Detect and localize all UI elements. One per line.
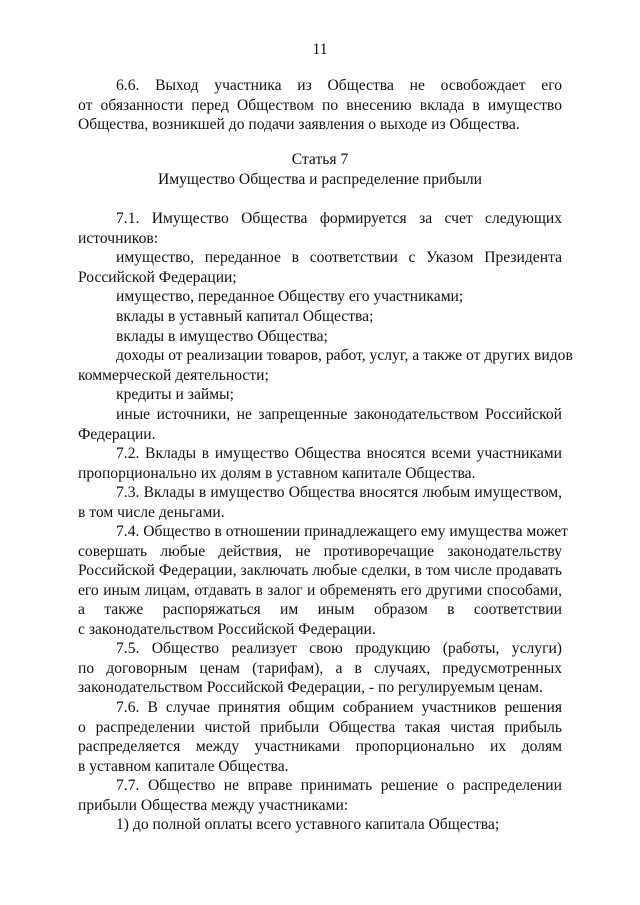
text-line: о распределении чистой прибыли Общества такая чистая прибыль bbox=[78, 718, 562, 736]
text-line: его иным лицам, отдавать в залог и обременять его другими способами, bbox=[78, 581, 562, 599]
text-line: источников: bbox=[78, 229, 159, 247]
text-line: 7.7. Общество не вправе принимать решение о распределении bbox=[116, 777, 562, 794]
article-heading bbox=[78, 150, 562, 189]
text-line: распределяется между участниками пропорционально их долям bbox=[78, 738, 562, 756]
text-line: 7.2. Вклады в имущество Общества вносятся всеми участниками bbox=[116, 445, 562, 462]
list-item-line: Федерации. bbox=[78, 425, 156, 443]
text-line: в уставном капитале Общества. bbox=[78, 757, 289, 775]
paragraph-7-1 bbox=[78, 209, 573, 444]
text-line: по договорным ценам (тарифам), а в случаях, предусмотренных bbox=[78, 659, 562, 677]
list-item-line: имущество, переданное в соответствии с Указом Президента bbox=[116, 249, 562, 267]
text-line: 6.6. Выход участника из Общества не освобождает его bbox=[116, 77, 562, 94]
list-item: кредиты и займы; bbox=[116, 386, 234, 404]
paragraph-7-5 bbox=[78, 639, 562, 698]
list-item: вклады в имущество Общества; bbox=[116, 327, 328, 345]
text-line: 7.4. Общество в отношении принадлежащего ему имущества может bbox=[116, 523, 568, 540]
text-line: прибыли Общества между участниками: bbox=[78, 796, 349, 814]
article-title: Имущество Общества и распределение прибыли bbox=[158, 170, 482, 188]
text-line: 7.6. В случае принятия общим собранием участников решения bbox=[116, 699, 562, 716]
text-line: Российской Федерации, заключать любые сделки, в том числе продавать bbox=[78, 562, 562, 580]
text-line: от обязанности перед Обществом по внесению вклада в имущество bbox=[78, 96, 562, 114]
list-item: 1) до полной оплаты всего уставного капитала Общества; bbox=[116, 816, 500, 834]
paragraph-7-7 bbox=[78, 776, 562, 835]
list-item-line: иные источники, не запрещенные законодательством Российской bbox=[116, 405, 562, 423]
text-line: совершать любые действия, не противоречащие законодательству bbox=[78, 542, 562, 560]
text-line: в том числе деньгами. bbox=[78, 503, 225, 521]
text-line: с законодательством Российской Федерации. bbox=[78, 620, 376, 638]
page-number: 11 bbox=[312, 41, 328, 58]
text-line: Общества, возникшей до подачи заявления о выходе из Общества. bbox=[78, 116, 520, 134]
list-item-line: коммерческой деятельности; bbox=[78, 366, 269, 384]
list-item: имущество, переданное Обществу его участниками; bbox=[116, 288, 464, 306]
paragraph-7-6 bbox=[78, 698, 562, 776]
list-item-line: доходы от реализации товаров, работ, услуг, а также от других видов bbox=[116, 347, 573, 365]
text-line: пропорционально их долям в уставном капитале Общества. bbox=[78, 464, 476, 482]
text-line: законодательством Российской Федерации, - по регулируемым ценам. bbox=[78, 679, 543, 697]
paragraph-6-6 bbox=[78, 76, 562, 135]
text-line: 7.3. Вклады в имущество Общества вносятся любым имуществом, bbox=[116, 484, 562, 501]
article-number: Статья 7 bbox=[291, 151, 349, 168]
list-item-line: Российской Федерации; bbox=[78, 268, 237, 286]
text-line: 7.1. Имущество Общества формируется за счет следующих bbox=[116, 210, 562, 227]
paragraph-7-4 bbox=[78, 522, 568, 640]
text-line: 7.5. Общество реализует свою продукцию (работы, услуги) bbox=[116, 640, 562, 657]
paragraph-7-3 bbox=[78, 483, 562, 522]
text-line: а также распоряжаться им иным образом в соответствии bbox=[78, 601, 562, 619]
list-item: вклады в уставный капитал Общества; bbox=[116, 307, 374, 325]
paragraph-7-2 bbox=[78, 444, 562, 483]
